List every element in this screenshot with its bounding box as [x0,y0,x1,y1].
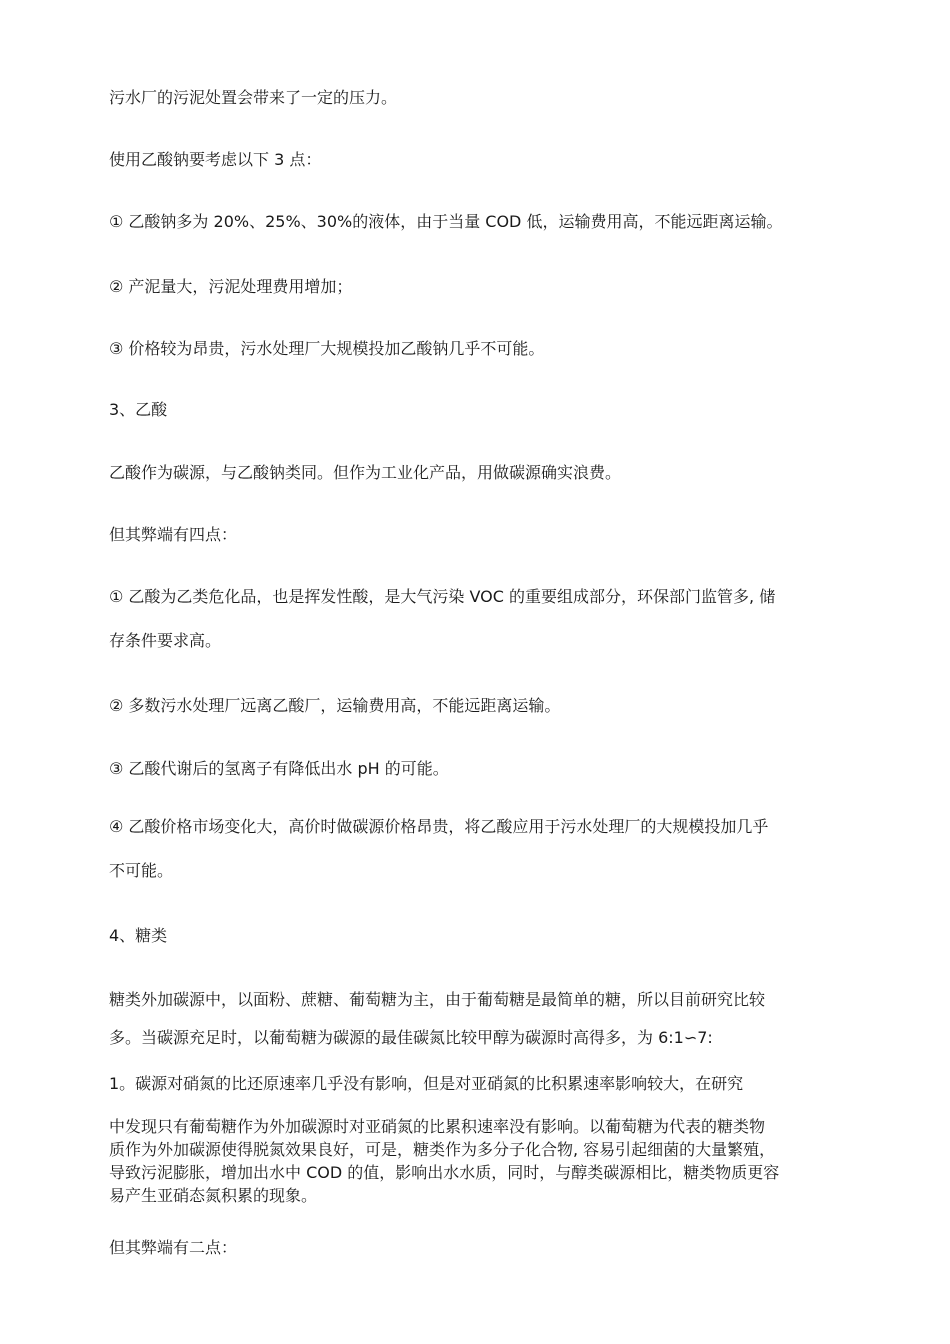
section-heading-sugars: 4、糖类 [109,926,168,945]
sugars-paragraph-line-2: 多。当碳源充足时，以葡萄糖为碳源的最佳碳氮比较甲醇为碳源时高得多，为 6:1∽7: [109,1028,713,1047]
paragraph-sludge-pressure: 污水厂的污泥处置会带来了一定的压力。 [109,88,398,107]
sodium-acetate-point-2: ② 产泥量大，污泥处理费用增加； [109,277,353,296]
section-heading-acetic-acid: 3、乙酸 [109,400,168,419]
sodium-acetate-point-1: ① 乙酸钠多为 20%、25%、30%的液体，由于当量 COD 低，运输费用高，不能远距离运输。 [109,212,783,231]
paragraph-acetic-acid-intro: 乙酸作为碳源，与乙酸钠类同。但作为工业化产品，用做碳源确实浪费。 [109,463,622,482]
sugars-paragraph-line-3: 1。碳源对硝氮的比还原速率几乎没有影响，但是对亚硝氮的比积累速率影响较大，在研究 [109,1074,744,1093]
sugars-block-line-2: 质作为外加碳源使得脱氮效果良好，可是，糖类作为多分子化合物, 容易引起细菌的大量繁殖， [109,1140,776,1159]
sodium-acetate-considerations-heading: 使用乙酸钠要考虑以下 3 点： [109,150,322,169]
acetic-acid-point-3: ③ 乙酸代谢后的氢离子有降低出水 pH 的可能。 [109,759,449,778]
sugars-paragraph-line-1: 糖类外加碳源中，以面粉、蔗糖、葡萄糖为主，由于葡萄糖是最简单的糖，所以目前研究比较 [109,990,766,1009]
acetic-acid-point-1-line-1: ① 乙酸为乙类危化品，也是挥发性酸，是大气污染 VOC 的重要组成部分，环保部门监管多, 储 [109,587,776,606]
acetic-acid-point-4-line-2: 不可能。 [109,861,174,880]
acetic-acid-drawbacks-heading: 但其弊端有四点： [109,525,238,544]
sugars-block-line-4: 易产生亚硝态氮积累的现象。 [109,1186,318,1205]
sugars-block-line-1: 中发现只有葡萄糖作为外加碳源时对亚硝氮的比累积速率没有影响。以葡萄糖为代表的糖类物 [109,1117,766,1136]
sugars-paragraph-block [109,1115,869,1207]
acetic-acid-point-1-line-2: 存条件要求高。 [109,631,222,650]
sodium-acetate-point-3: ③ 价格较为昂贵，污水处理厂大规模投加乙酸钠几乎不可能。 [109,339,545,358]
sugars-block-line-3: 导致污泥膨胀，增加出水中 COD 的值，影响出水水质，同时，与醇类碳源相比，糖类物质更容 [109,1163,780,1182]
sugars-drawbacks-heading: 但其弊端有二点： [109,1238,238,1257]
acetic-acid-point-2: ② 多数污水处理厂远离乙酸厂，运输费用高，不能远距离运输。 [109,696,561,715]
acetic-acid-point-4-line-1: ④ 乙酸价格市场变化大，高价时做碳源价格昂贵，将乙酸应用于污水处理厂的大规模投加几乎 [109,817,769,836]
